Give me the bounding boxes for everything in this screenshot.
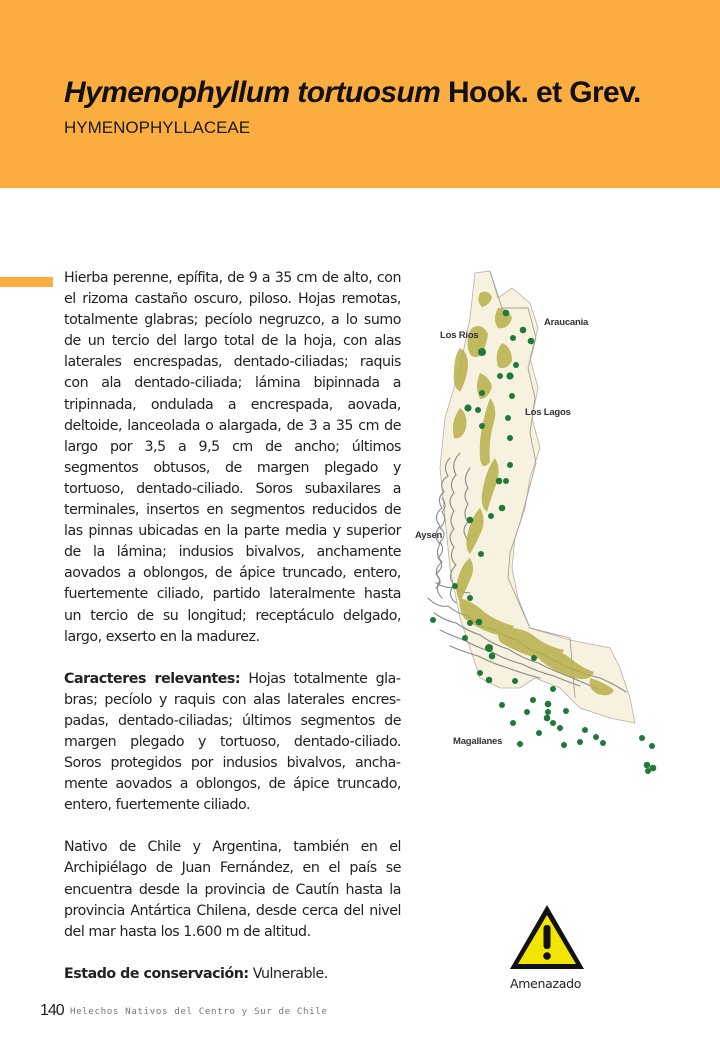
distribution-paragraph: Nativo de Chile y Argentina, también en el Archipiélago de Juan Fernández, en el país se encuentra desde la provincia de Cautín hasta la provincia Antártica Chilena, desde cerca del nivel del mar hasta los 1.600 m de altitud.	[64, 839, 401, 940]
map-label-los-rios: Los Rios	[440, 330, 479, 341]
map-label-los-lagos: Los Lagos	[525, 407, 571, 418]
map-label-aysen: Aysen	[415, 530, 443, 541]
relevant-characters-label: Caracteres relevantes:	[64, 670, 241, 687]
relevant-characters-paragraph	[64, 669, 401, 817]
species-binomial: Hymenophyllum tortuosum	[64, 76, 441, 109]
species-authority: Hook. et Grev.	[440, 76, 641, 109]
map-label-magallanes: Magallanes	[453, 736, 503, 747]
warning-triangle-icon	[507, 902, 587, 972]
distribution-map	[415, 268, 685, 788]
running-title: Helechos Nativos del Centro y Sur de Chile	[70, 1006, 328, 1017]
family-name: HYMENOPHYLLACEAE	[64, 118, 251, 137]
conservation-value: Vulnerable.	[248, 965, 328, 982]
chile-map-icon	[420, 268, 685, 788]
page-number: 140	[40, 1002, 64, 1019]
species-title	[64, 76, 641, 110]
description-paragraph: Hierba perenne, epífita, de 9 a 35 cm de alto, con el rizoma castaño oscuro, piloso. Hojas remotas, totalmente glabras; pecíolo negruzco, a lo sumo de un tercio del largo total de la hoja, con alas laterales encrespadas, dentado-ciliadas; raquis con ala dentado-ciliada; lámina bipinnada a tripinnada, ondulada a encrespada, aovada, deltoide, lanceolada o alargada, de 3 a 35 cm de largo por 3,5 a 9,5 cm de ancho; últimos segmentos obtusos, de margen plegado y tortuoso, dentado-ciliado. Soros subaxilares a terminales, insertos en segmentos reducidos de las pinnas ubicadas en la parte media y superior de la lámina; indusios bivalvos, anchamente aovados a oblongos, de ápice truncado, entero, fuertemente ciliado, partido lateralmente hasta un tercio de su longitud; receptáculo delgado, largo, exserto en la madurez.	[64, 270, 401, 645]
section-accent-bar	[0, 277, 53, 287]
conservation-status-label: Amenazado	[510, 976, 582, 991]
map-label-araucania: Araucania	[544, 317, 589, 328]
conservation-paragraph	[64, 964, 401, 985]
relevant-characters-text: Hojas totalmente glabras; pecíolo y raquis con alas laterales encrespadas, dentado-ciliadas; últimos segmentos de margen plegado y tortuoso, dentado-ciliado. Soros protegidos por indusios bivalvos, anchamente aovados a oblongos, de ápice truncado, entero, fuertemente ciliado.	[64, 670, 401, 814]
conservation-label: Estado de conservación:	[64, 965, 249, 982]
conservation-status-badge	[507, 902, 587, 972]
species-text-column	[64, 268, 401, 1006]
